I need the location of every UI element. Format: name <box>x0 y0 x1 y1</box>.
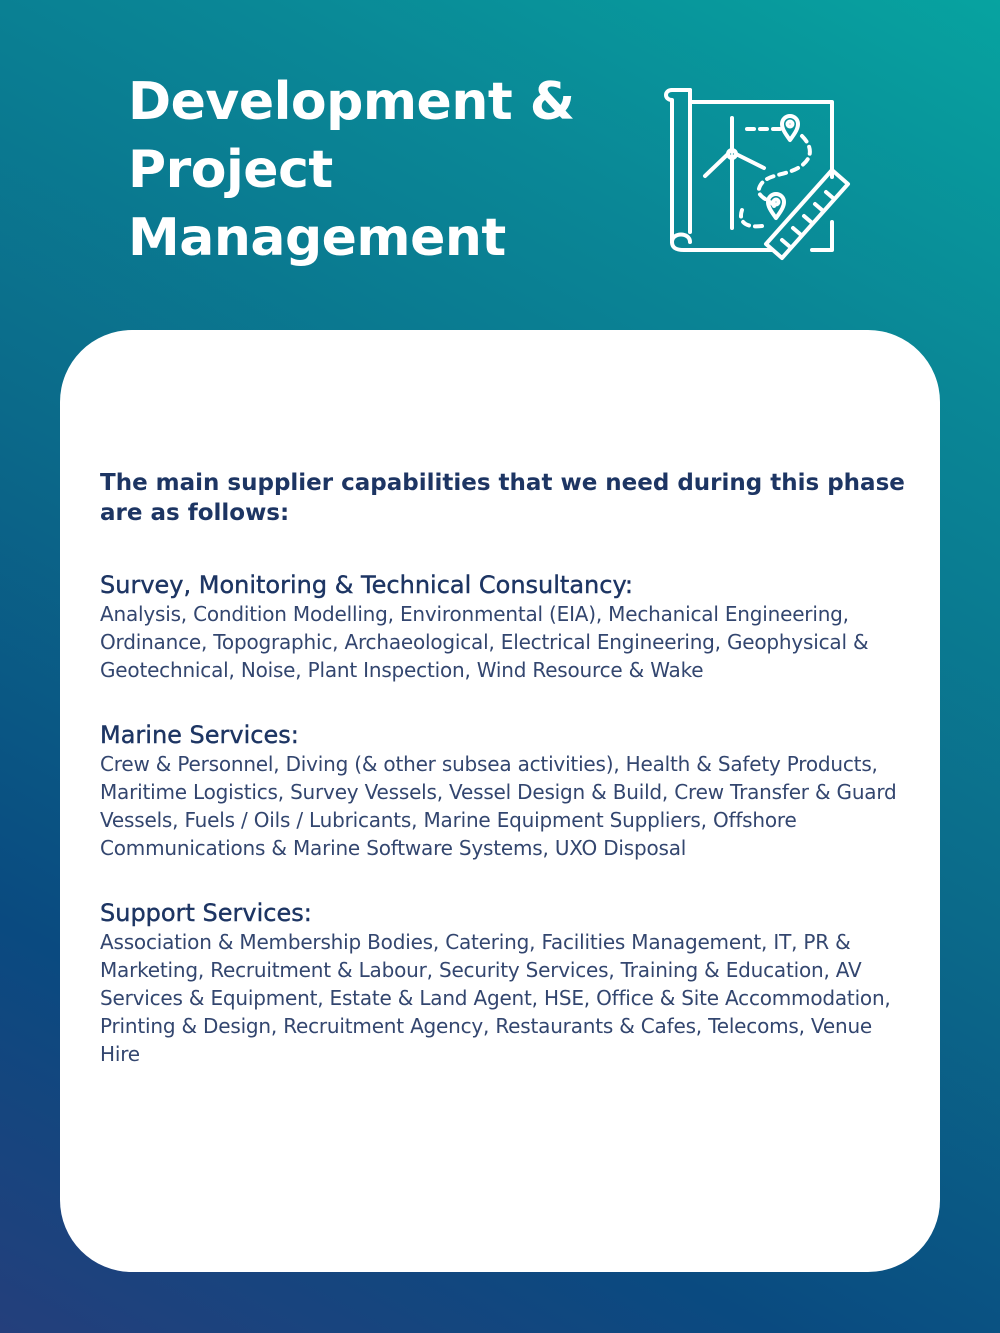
page-title <box>128 68 598 272</box>
section-body: Crew & Personnel, Diving (& other subsea activities), Health & Safety Products, Maritime Logistics, Survey Vessels, Vessel Design & Build, Crew Transfer & Guard Vessels, Fuels / Oils / Lubricants, Marine Equipment Suppliers, Offshore Communications & Marine Software Systems, UXO Disposal <box>100 752 897 860</box>
title-line-3: Management <box>128 208 506 268</box>
section-body: Analysis, Condition Modelling, Environmental (EIA), Mechanical Engineering, Ordinance, Topographic, Archaeological, Electrical Engineering, Geophysical & Geotechnical, Noise, Plant Inspection, Wind Resource & Wake <box>100 602 869 682</box>
wind-turbine-blueprint-map-icon <box>662 82 857 267</box>
section-heading: Survey, Monitoring & Technical Consultancy: <box>100 571 633 599</box>
section-heading: Support Services: <box>100 899 312 927</box>
capabilities-card <box>60 330 940 1272</box>
section-body: Association & Membership Bodies, Catering, Facilities Management, IT, PR & Marketing, Recruitment & Labour, Security Services, Training & Education, AV Services & Equipment, Estate & Land Agent, HSE, Office & Site Accommodation, Printing & Design, Recruitment Agency, Restaurants & Cafes, Telecoms, Venue Hire <box>100 930 891 1066</box>
section-survey <box>100 570 910 684</box>
card-content <box>100 468 910 1104</box>
intro-text: The main supplier capabilities that we need during this phase are as follows: <box>100 470 905 526</box>
section-support <box>100 898 910 1068</box>
title-line-1: Development & <box>128 72 575 132</box>
section-marine <box>100 720 910 862</box>
title-line-2: Project <box>128 140 333 200</box>
section-heading: Marine Services: <box>100 721 299 749</box>
